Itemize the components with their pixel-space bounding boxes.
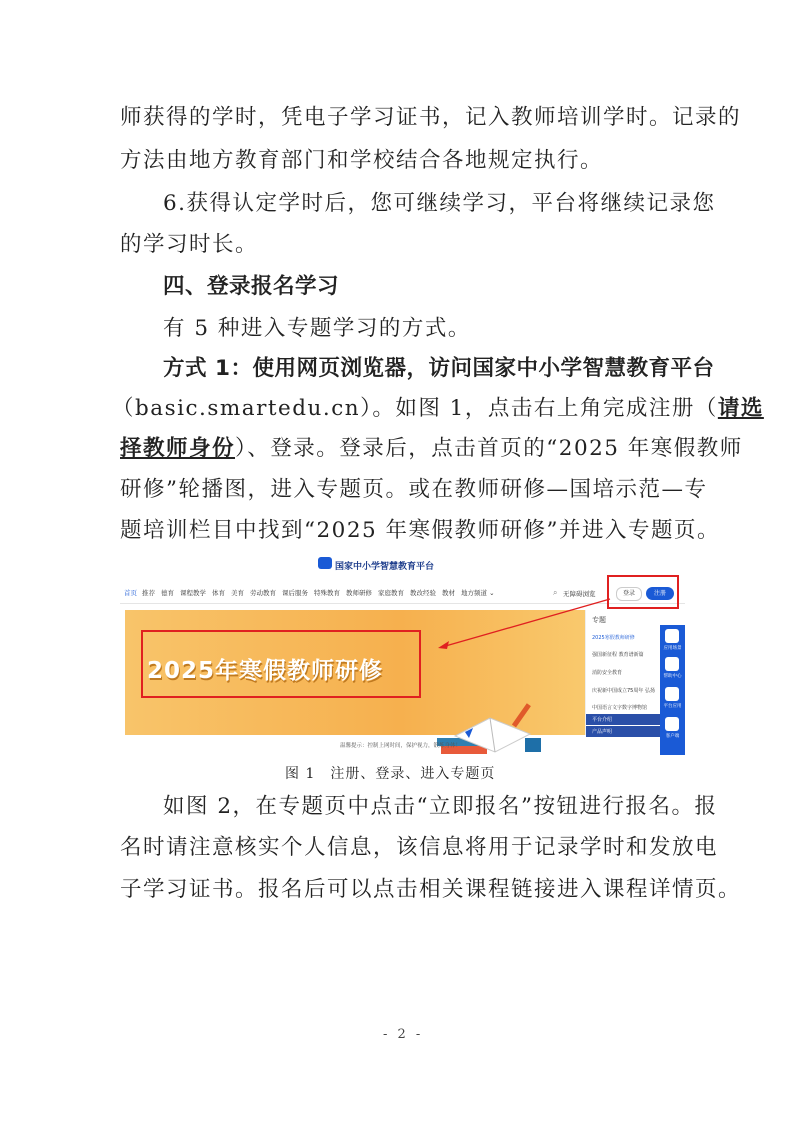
search-icon[interactable]: ⌕: [553, 588, 558, 597]
nav-item[interactable]: 劳动教育: [250, 589, 276, 597]
text-line: 如图 2，在专题页中点击“立即报名”按钮进行报名。报: [163, 794, 718, 819]
rail-label: 平台应用: [663, 704, 682, 709]
text-line: 研修”轮播图，进入专题页。或在教师研修—国培示范—专: [120, 477, 708, 502]
nav-item[interactable]: 家庭教育: [378, 589, 404, 597]
nav-item[interactable]: 推荐: [142, 589, 155, 597]
apps-icon[interactable]: [665, 687, 679, 701]
text-line: 名时请注意核实个人信息，该信息将用于记录学时和发放电: [120, 835, 719, 860]
text-span: ）、登录。登录后，点击首页的“2025 年寒假教师: [235, 436, 743, 461]
page-number: - 2 -: [383, 1027, 424, 1042]
nav-item[interactable]: 体育: [212, 589, 225, 597]
text-line: [112, 394, 764, 424]
client-icon[interactable]: [665, 717, 679, 731]
topic-item[interactable]: 庆祝新中国成立75周年 弘扬: [592, 688, 655, 694]
text-line: 子学习证书。报名后可以点击相关课程链接进入课程详情页。: [120, 877, 742, 902]
nav-item[interactable]: 首页: [124, 589, 137, 597]
text-line: 题培训栏目中找到“2025 年寒假教师研修”并进入专题页。: [120, 518, 721, 543]
nav-item[interactable]: 特殊教育: [314, 589, 340, 597]
rail-label: 帮助中心: [663, 674, 682, 679]
accessibility-link[interactable]: 无障碍浏览: [563, 590, 596, 598]
text-line: 6.获得认定学时后，您可继续学习，平台将继续记录您: [163, 191, 716, 216]
side-rail: [660, 625, 685, 755]
nav-item[interactable]: 教材: [442, 589, 455, 597]
register-button[interactable]: 注册: [646, 587, 674, 600]
nav-item[interactable]: 地方频道 ⌄: [461, 589, 495, 597]
nav-item[interactable]: 教师研修: [346, 589, 372, 597]
text-line: 有 5 种进入专题学习的方式。: [163, 316, 471, 341]
topic-item[interactable]: 2025寒假教师研修: [592, 635, 635, 641]
text-line: [120, 434, 743, 464]
text-line: 的学习时长。: [120, 232, 259, 257]
section-heading: 四、登录报名学习: [163, 274, 340, 299]
rail-label: 应用场景: [663, 646, 682, 651]
rail-label: 客户端: [665, 734, 680, 739]
link-label: 产品声明: [592, 729, 613, 735]
scene-icon[interactable]: [665, 629, 679, 643]
text-line: 师获得的学时，凭电子学习证书，记入教师培训学时。记录的: [120, 105, 742, 130]
login-button[interactable]: 登录: [616, 587, 642, 601]
banner-title: 2025年寒假教师研修: [147, 658, 384, 684]
topic-item[interactable]: 消防安全教育: [592, 670, 623, 676]
help-icon[interactable]: [665, 657, 679, 671]
footnote-tip: 温馨提示：控制上网时间，保护视力，锻炼身体！: [340, 743, 462, 749]
nav-item[interactable]: 德育: [161, 589, 174, 597]
emphasis-text: 请选: [717, 396, 764, 421]
topic-item[interactable]: 强国新征程 教育谱新篇: [592, 652, 644, 658]
site-logo-text: 国家中小学智慧教育平台: [335, 562, 435, 572]
text-span: （basic.smartedu.cn）。如图 1，点击右上角完成注册（: [112, 396, 718, 421]
link-label: 平台介绍: [592, 717, 613, 723]
topic-item[interactable]: 中国语言文字数字博物馆: [592, 705, 648, 711]
nav-item[interactable]: 课后服务: [282, 589, 308, 597]
nav-item[interactable]: 教改经验: [410, 589, 436, 597]
emphasis-text: 择教师身份: [120, 436, 236, 461]
nav-item[interactable]: 课程教学: [180, 589, 206, 597]
figure-caption: 图 1 注册、登录、进入专题页: [285, 766, 496, 782]
method-heading: 方式 1：使用网页浏览器，访问国家中小学智慧教育平台: [163, 356, 715, 381]
text-line: 方法由地方教育部门和学校结合各地规定执行。: [120, 148, 604, 173]
nav-item[interactable]: 美育: [231, 589, 244, 597]
topic-header: 专题: [592, 616, 606, 624]
screenshot-figure: [120, 555, 685, 755]
